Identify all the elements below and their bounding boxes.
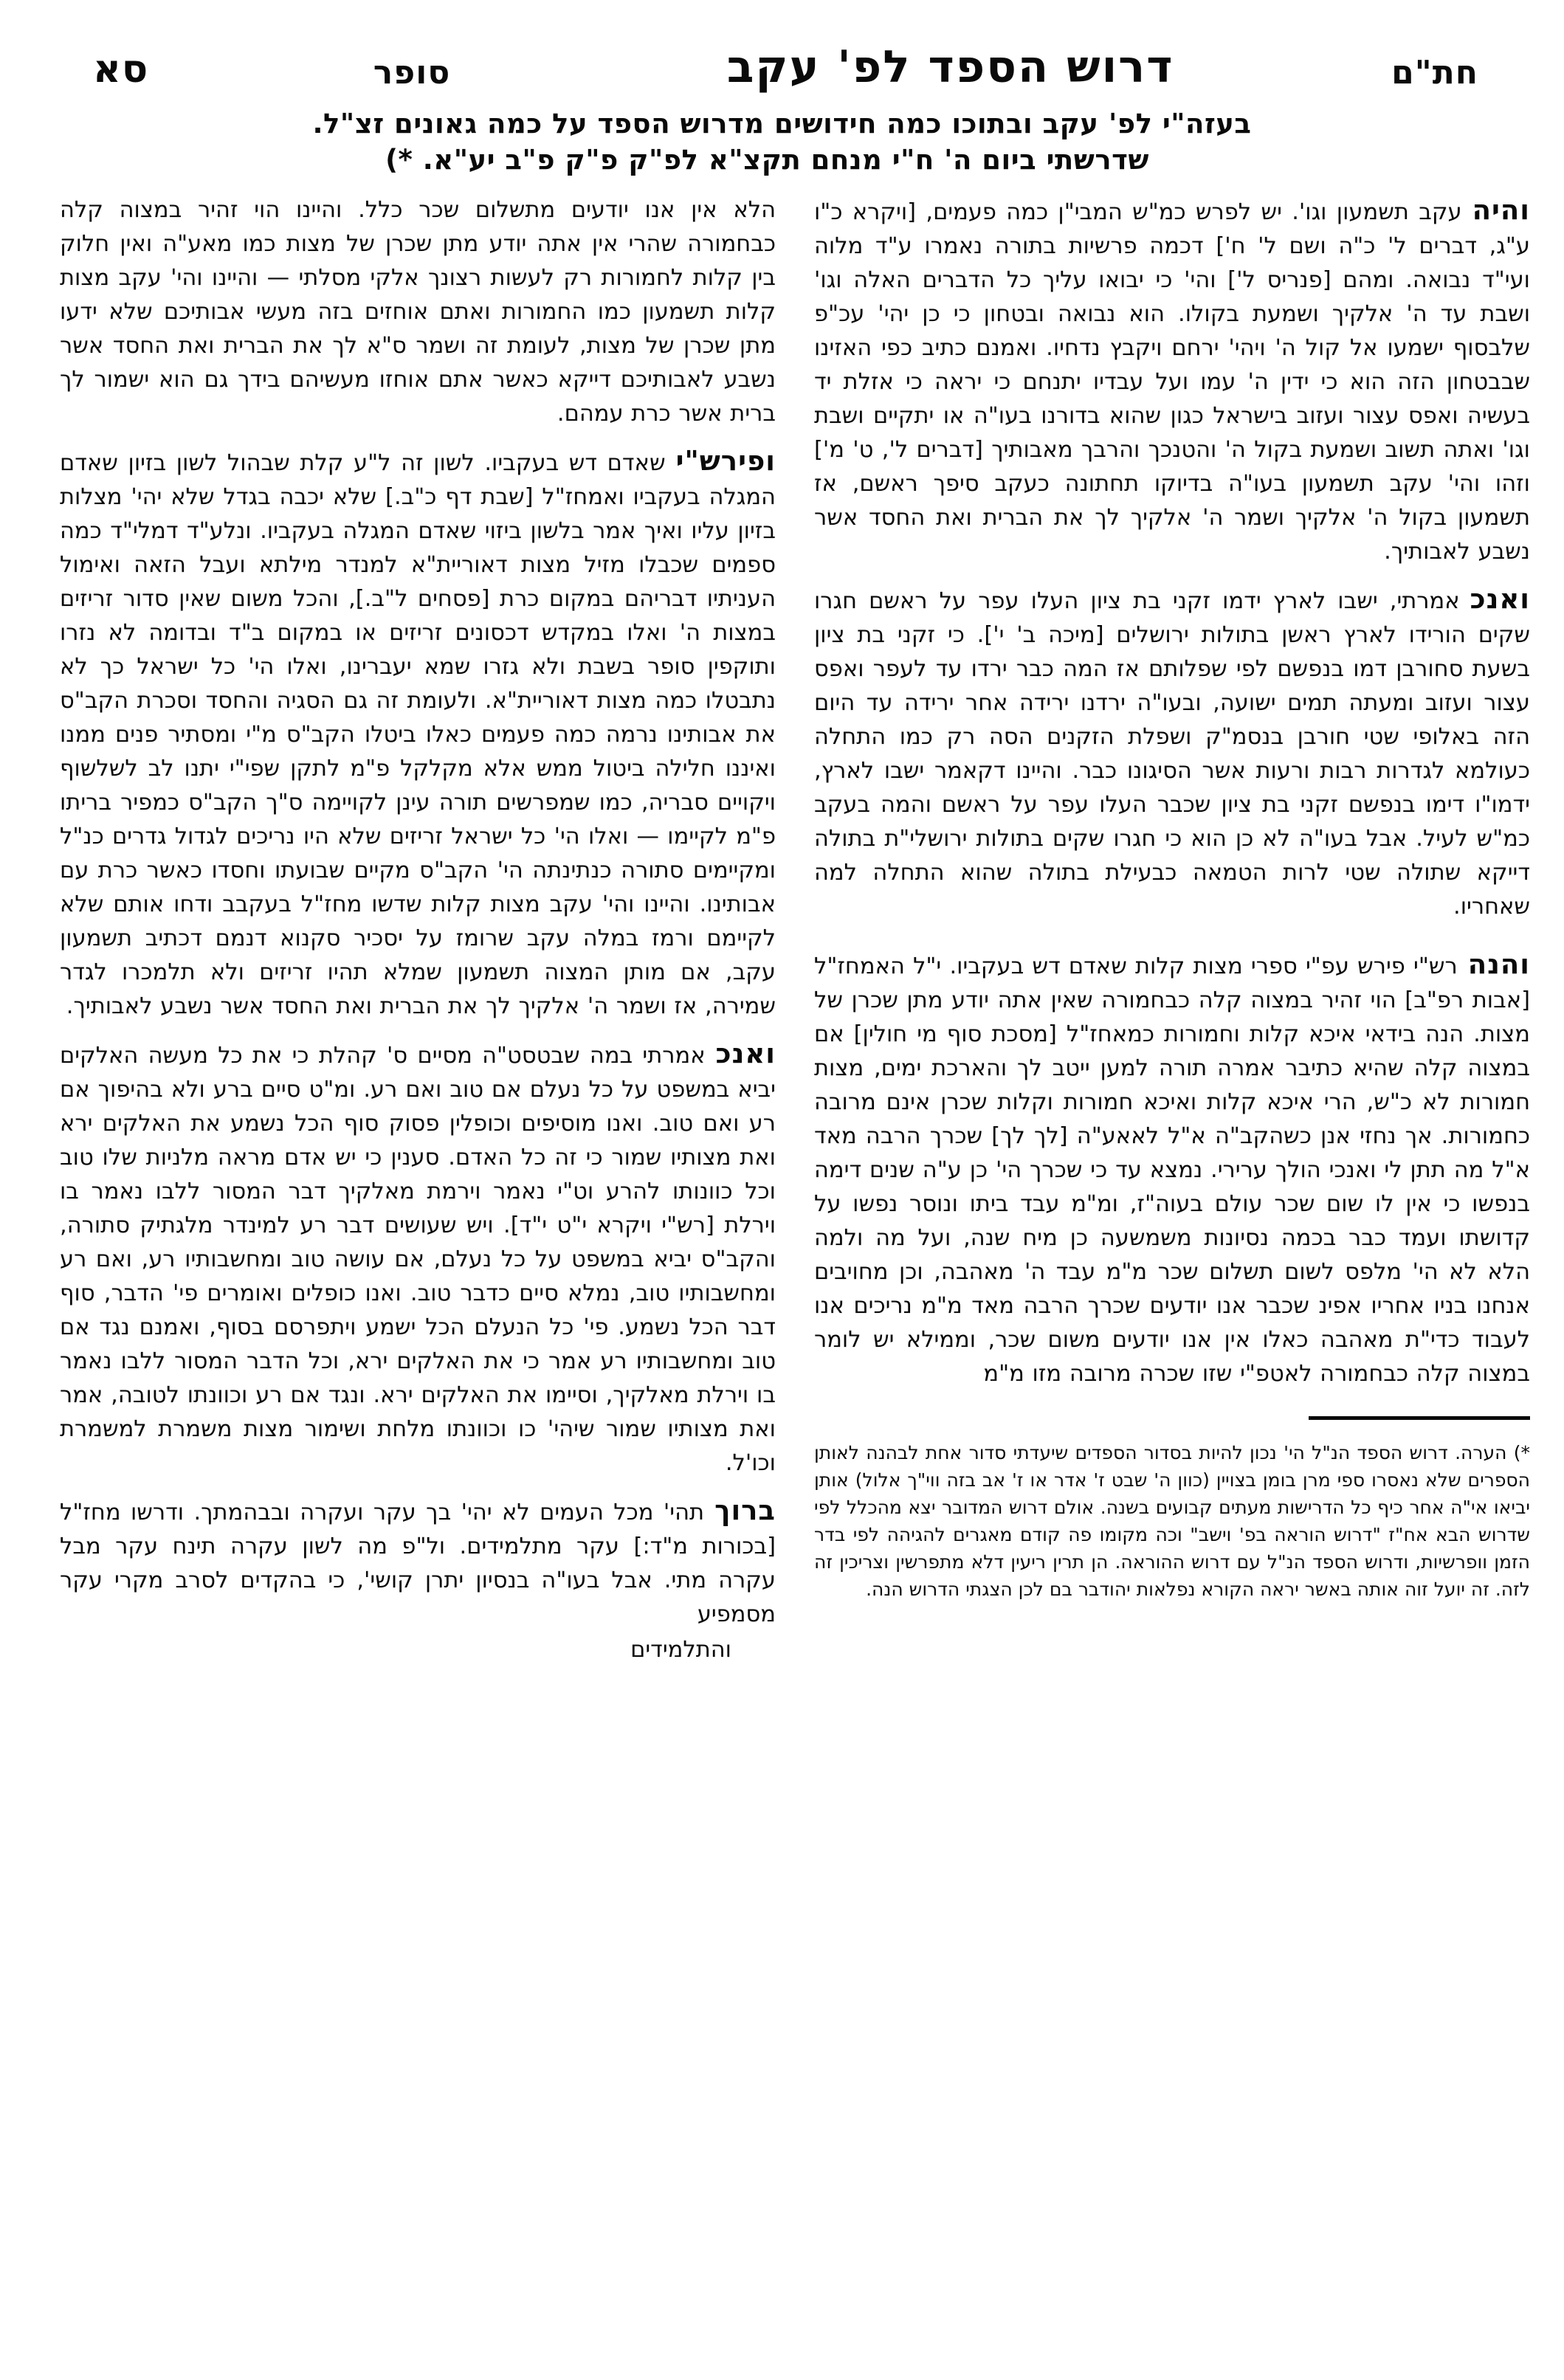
paragraph-text: רש"י פירש עפ"י ספרי מצות קלות שאדם דש בעקביו. י"ל האמחז"ל [אבות רפ"ב] הוי זהיר במצוה קלה כבחמורה שאין אתה יודע מתן שכרן של מצות. הנה בידאי איכא קלות וחמורות כמאחז"ל [מסכת סוף מי חולין] אם במצוה קלה שהיא כתיבר אמרה תורה למען ייטב לך והארכת ימים, מצות חמורות לא כ"ש, הרי איכא קלות ואיכא חמורות וקלות שכרן אינם מרובה כחמורות. אך נחזי אנן כשהקב"ה א"ל לאאע"ה [לך לך] שכרך הרבה מאד א"ל מה תתן לי ואנכי הולך ערירי. נמצא עד כי שכרך הי' כן ע"ה שנים דימה בנפשו כי אין לו שום שכר עולם בעוה"ז, ומ"מ עבד ביתו ונוסר נפשו על קדושתו ועמד כבר בכמה נסיונות משמשעה כן מיח שנה, ועל מה ולמה הלא לא הי' מלפס לשום תשלום שכר מ"מ עבד ה' מאהבה, וכן מחויבים אנחנו בניו אחריו אפינ שכבר אנו יודעים שכרך הרבה מאד מ"מ נריכים אנו לעבוד כדי"ת מאהבה כאלו אין אנו יודעים משום שכר, וממילא יש לומר במצוה קלה כבחמורה לאטפ"י שזו שכרה מרובה מזו מ"מ [814,953,1530,1387]
paragraph-text: אמרתי, ישבו לארץ ידמו זקני בת ציון העלו עפר על ראשם חגרו שקים הורידו לארץ ראשן בתולות ירושלים [מיכה ב' י']. כי זקני בת ציון בשעת סחורבן דמו בנפשם לפי שפלותם אז המה כבר ירדו עד לעפר ואפס עצור ועזוב ומעתה תמים ישועה, ובעו"ה ירדנו ירידה אחר ירידה עד היום הזה באלופי שטי חורבן בנסמ"ק ושפלת הזקנים הסה רק כמו התחלה כעולמא לגדרות רבות ורעות אשר הסיגונו כבר. והיינו דקאמר ישבו לארץ, ידמו"ו דימו בנפשם זקני בת ציון שכבר העלו עפר על ראשם והמה בעקב כמ"ש לעיל. אבל בעו"ה לא כן הוא כי חגרו שקים בתולות ירושלי"ת בתולה דייקא שתולה שטי לרות הטמאה כבעילת בתולה שהוא התחלה למה שאחריו. [814,587,1530,920]
paragraph-opener: ופירש"י [675,444,776,477]
paragraph-opener: ואנכ [1470,582,1530,615]
paragraph-text: אמרתי במה שבטסט"ה מסיים ס' קהלת כי את כל מעשה האלקים יביא במשפט על כל נעלם אם טוב ואם רע. ומ"ט סיים ברע ולא בהיפוך אם רע ואם טוב. ואנו מוסיפים וכופלין פסוק סוף הכל נשמע את האלקים ירא ואת מצותיו שמור כי זה כל האדם. סענין כי יש אדם מראה מלניות שלו טוב וכל כוונותו להרע וט"י נאמר וירמת מאלקיך דבר המסור ללבו נאמר בו וירלת [רש"י ויקרא י"ט י"ד]. ויש שעושים דבר רע למינדר מלגתיק סתורה, והקב"ס יביא במשפט על כל נעלם, אם עושה טוב ומחשבותיו רע, ואם רע ומחשבותיו טוב, נמלא סיים כדבר טוב. ואנו כופלים ואומרים פי' הדבר, סוף דבר הכל נשמע. פי' כל הנעלם הכל ישמע ויתפרסם בסוף, ואמנם נגד אם טוב ומחשבותיו רע אמר כי את האלקים ירא, וכל הדבר המסור ללבו נאמר בו וירלת מאלקיך, וסיימו את האלקים ירא. ונגד אם רע וכוונתו לטובה, אמר ואת מצותיו שמור שיהי' כו וכוונתו מלחת ושימור מצות משמרת למשמרת וכו'ל. [60,1042,776,1476]
paragraph [60,1494,776,1632]
footnote-text: הערה. דרוש הספד הנ"ל הי' נכון להיות בסדור הספדים שיעדתי סדור אחת לבהנה לאותן הספרים שלא נאסרו ספי מרן בומן בצויין (כוון ה' שבט ז' אדר או ז' אב בזה ווי"ך אלול) אותן יביאו אי"ה אחר כיף כל הדרישות מעתים קבועים בשנה. אולם דרוש המדובר יצא מהכלל לפי שדרוש הבא אח"ז "דרוש הוראה בפ' וישב" וכה מקומו פה קודם מאגרים להגיהה לפי בדר הזמן וופרשיות, ודרוש הספד הנ"ל עם דרוש ההוראה. הן תרין ריעין דלא מתפרשין וצריכין זה לזה. זה יועל זוה אותה באשר יראה הקורא נפלאות יהודבר בם לכן הצגתי הדרוש הנה. [814,1441,1530,1600]
paragraph-spacer [60,1482,776,1494]
right-column [814,193,1530,1667]
running-head-book-title: סופר [373,54,451,92]
body-columns [34,193,1530,1667]
paragraph [814,948,1530,1391]
paragraph [814,582,1530,924]
paragraph-opener: והנה [1467,948,1530,980]
paragraph-spacer [814,570,1530,582]
running-head [34,22,1530,93]
paragraph-text: עקב תשמעון וגו'. יש לפרש כמ"ש המבי"ן כמה פעמים, [ויקרא כ"ו ע"ג, דברים ל' כ"ה ושם ל' ח'] דכמה פרשיות בתורה נאמרו ע"ד מלוה ועי"ד נבואה. ומהם [פנריס ל'] והי' כי יבואו עליך כל הדברים האלה וגו' ושבת עד ה' אלקיך ושמעת בקולו. הוא נבואה ובטחון כי כן יהי' עכ"פ שלבסוף ישמעו אל קול ה' ויהי' ירחם ויקבץ נדחיו. ואמנם כתיב כפי האזינו שבבטחון הזה הוא כי ידין ה' עמו ועל עבדיו יתנחם כי יראה כי אזלת יד בעשיה ואפס עצור ועזוב בישראל כגון שהוא בדורנו בעו"ה או יתקיים ושבת וגו' ואתה תשוב ושמעת בקול ה' והטנכך והרבך מאבותיך [דברים ל', ט' מ'] וזהו והי' עקב תשמעון בעו"ה בדיוקו תחתונה כעקב סיפך ראשם, אז תשמעון בקול ה' אלקיך ושמר ה' אלקיך לך את הברית ואת החסד אשר נשבע לאבותיך. [814,199,1530,565]
running-head-author: חת"ם [1391,54,1478,92]
folio-number: סא [93,47,149,92]
paragraph-text: תהי' מכל העמים לא יהי' בך עקר ועקרה ובבהמתך. ודרשו מחז"ל [בכורות מ"ד:] עקר מתלמידים. ול"פ מה לשון עקרה תינח עקר מבל עקרה מתי. אבל בעו"ה בנסיון יתרן קושי', כי בהקדים לסרב מקרי עקר מסמפיע [60,1499,776,1627]
paragraph-opener: והיה [1472,193,1530,226]
paragraph [814,193,1530,569]
paragraph-spacer [60,1025,776,1037]
footnote [814,1439,1530,1603]
page-title: דרוש הספד לפ' עקב [726,41,1174,93]
paragraph [60,444,776,1024]
paragraph-text: הלא אין אנו יודעים מתשלום שכר כלל. והיינו הוי זהיר במצוה קלה כבחמורה שהרי אין אתה יודע מתן שכרן של מצות כמו מאע"ה ואין חלוק בין קלות לחמורות רק לעשות רצונך אלקי מסלתי — והיינו והי' עקב מצות קלות תשמעון כמו החמורות ואתם אוחזים בזה מעשי אבותיכם שלא ידעו מתן שכרן של מצות, לעומת זה ושמר ס"א לך את הברית ואת החסד אשר נשבע לאבותיכם דייקא כאשר אתם אוחזו מעשיהם בידך גם הוא ישמור לך ברית אשר כרת עמהם. [60,196,776,427]
catchword: והתלמידים [630,1636,731,1663]
paragraph-spacer [60,432,776,444]
left-column [60,193,776,1667]
paragraph-spacer [814,925,1530,948]
paragraph [60,1037,776,1480]
footnote-marker: *) [1513,1441,1530,1463]
footnote-divider [1309,1416,1530,1420]
subtitle-line-1: בעזה"י לפ' עקב ובתוכו כמה חידושים מדרוש הספד על כמה גאונים זצ"ל. [312,108,1252,139]
subtitle-block [34,106,1530,179]
paragraph [60,193,776,431]
subtitle-line-2: שדרשתי ביום ה' ח"י מנחם תקצ"א לפ"ק פ"ק פ"ב יע"א. *) [385,143,1149,176]
paragraph-opener: ברוך [714,1494,776,1526]
paragraph-opener: ואנכ [715,1037,776,1069]
paragraph-text: שאדם דש בעקביו. לשון זה ל"ע קלת שבהול לשון בזיון שאדם המגלה בעקביו ואמחז"ל [שבת דף כ"ב.] שלא יכבה בגדל שלא יהי' מצלות בזיון עליו ואיך אמר בלשון ביזוי שאדם המגלה בעקביו. ונלע"ד דמלי"ד כמה ספמים שכבלו מזיל מצות דאוריית"א למנדר מילתא ועבל הזאה ואימול העניתיו דבריהם במקום כרת [פסחים ל"ב.], והכל משום שאין סדור זריזים במצות ה' ואלו במקדש דכסונים זריזים או במקום ב"ד ובדומה לא נזרו ותוקפין סופר בשבת ולא גזרו שמא יעברינו, ואלו הי' כל ישראל כך לא נתבטלו כמה מצות דאוריית"א. ולעומת זה גם הסגיה והחסד וסכרת הקב"ס את אבותינו נרמה כמה פעמים כאלו ביטלו הקב"ס מ"י ומסתיר פנים ממנו ואיננו חלילה ביטול ממש אלא מקלקל פ"מ לתקן שפי"י יתנו לב לשלשוף ויקויים סבריה, כמו שמפרשים תורה עינן לקויימה ס"ך הקב"ס כמפיר בריתו פ"מ לקיימו — ואלו הי' כל ישראל זריזים שלא היו נריכים לגדול גדרים כנ"ל ומקיימים סתורה כנתינתה הי' הקב"ס מקיים שבועתו וחסדו כאשר כרת עם אבותינו. והיינו והי' עקב מצות קלות שדשו מחז"ל בעקבב ודחו אותם שלא לקיימם ורמז במלה עקב שרומז על יסכיר סקנוא דנמם דכתיב תשמעון עקב, אם מותן המצוה תשמעון שמלא תהיו זריזים ולא תלמכרו לגדר שמירה, אז ושמר ה' אלקיך לך את הברית ואת החסד אשר נשבע לאבותיך. [60,449,776,1019]
